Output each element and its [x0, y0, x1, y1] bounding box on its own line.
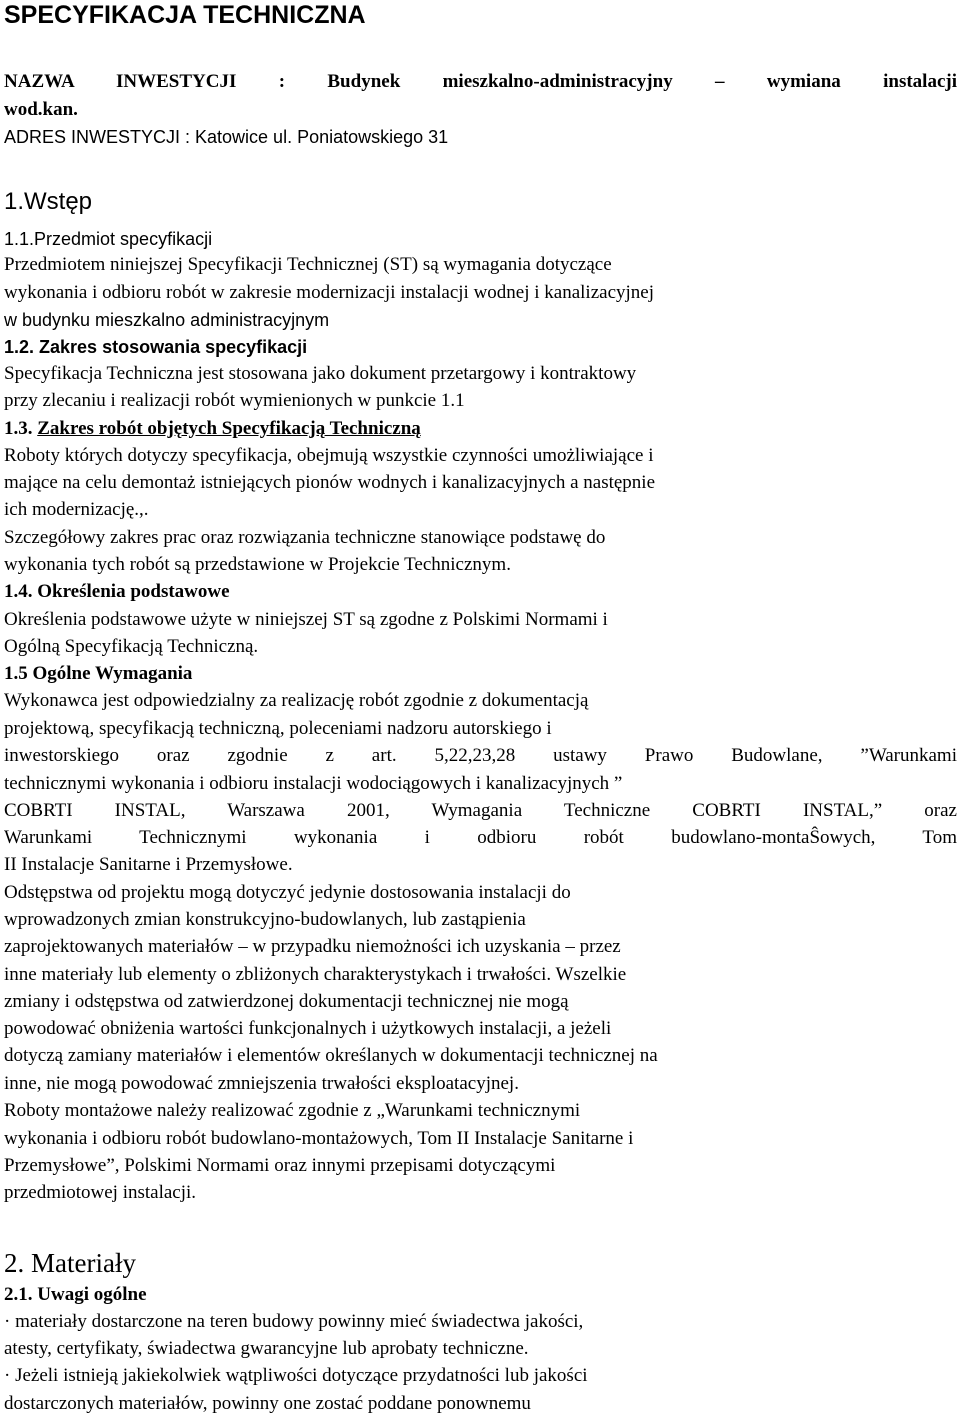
section-1-5-line: inwestorskiego oraz zgodnie z art. 5,22,23,28 ustawy Prawo Budowlane, ”Warunkami [4, 745, 957, 766]
section-2-1-line: · Jeżeli istnieją jakiekolwiek wątpliwości dotyczące przydatności lub jakości [4, 1365, 588, 1386]
section-1-5-line: inne materiały lub elementy o zbliżonych charakterystykach i trwałości. Wszelkie [4, 964, 627, 985]
section-1-5-line: wykonania i odbioru robót budowlano-montażowych, Tom II Instalacje Sanitarne i [4, 1128, 634, 1149]
section-1-3-line: wykonania tych robót są przedstawione w Projekcie Technicznym. [4, 554, 511, 575]
document-title: SPECYFIKACJA TECHNICZNA [4, 1, 366, 29]
section-1-5-line: powodować obniżenia wartości funkcjonalnych i użytkowych instalacji, a jeżeli [4, 1018, 612, 1039]
section-1-3-line: mające na celu demontaż istniejących pionów wodnych i kanalizacyjnych a następnie [4, 472, 656, 493]
section-1-5-line: wprowadzonych zmian konstrukcyjno-budowlanych, lub zastąpienia [4, 909, 526, 930]
section-1-heading: 1.Wstęp [4, 188, 93, 215]
section-1-1-line: w budynku mieszkalno administracyjnym [4, 310, 330, 330]
investment-name-line-2: wod.kan. [4, 99, 78, 120]
section-1-5-line: Warunkami Technicznymi wykonania i odbioru robót budowlano-montaŜowych, Tom [4, 827, 957, 848]
section-1-3-heading [4, 418, 421, 440]
section-2-1-line: · materiały dostarczone na teren budowy powinny mieć świadectwa jakości, [4, 1311, 584, 1332]
section-1-4-line: Określenia podstawowe użyte w niniejszej ST są zgodne z Polskimi Normami i [4, 609, 608, 630]
section-1-5-line: inne, nie mogą powodować zmniejszenia trwałości eksploatacyjnej. [4, 1073, 519, 1094]
section-1-5-line: zmiany i odstępstwa od zatwierdzonej dokumentacji technicznej nie mogą [4, 991, 569, 1012]
section-1-1-line: Przedmiotem niniejszej Specyfikacji Technicznej (ST) są wymagania dotyczące [4, 254, 612, 275]
section-2-1-line: dostarczonych materiałów, powinny one zostać poddane ponownemu [4, 1393, 531, 1414]
section-1-3-line: Roboty których dotyczy specyfikacja, obejmują wszystkie czynności umożliwiające i [4, 445, 654, 466]
section-1-5-line: technicznymi wykonania i odbioru instalacji wodociągowych i kanalizacyjnych ” [4, 773, 623, 794]
section-2-1-line: atesty, certyfikaty, świadectwa gwarancyjne lub aprobaty techniczne. [4, 1338, 529, 1359]
section-1-3-title: Zakres robót objętych Specyfikacją Techniczną [37, 418, 421, 439]
section-1-5-line: Roboty montażowe należy realizować zgodnie z „Warunkami technicznymi [4, 1100, 581, 1121]
section-1-5-line: Wykonawca jest odpowiedzialny za realizację robót zgodnie z dokumentacją [4, 690, 589, 711]
investment-address: ADRES INWESTYCJI : Katowice ul. Poniatowskiego 31 [4, 127, 449, 147]
section-1-5-line: zaprojektowanych materiałów – w przypadku niemożności ich uzyskania – przez [4, 936, 621, 957]
section-1-4-heading: 1.4. Określenia podstawowe [4, 581, 230, 602]
section-1-5-line: Odstępstwa od projektu mogą dotyczyć jedynie dostosowania instalacji do [4, 882, 571, 903]
investment-name-line-1: NAZWA INWESTYCJI : Budynek mieszkalno-administracyjny – wymiana instalacji [4, 71, 957, 92]
section-1-5-line: projektową, specyfikacją techniczną, poleceniami nadzoru autorskiego i [4, 718, 552, 739]
section-1-1-line: wykonania i odbioru robót w zakresie modernizacji instalacji wodnej i kanalizacyjnej [4, 282, 654, 303]
section-2-heading: 2. Materiały [4, 1248, 136, 1278]
section-1-3-number: 1.3. [4, 418, 38, 439]
section-1-5-line: Przemysłowe”, Polskimi Normami oraz innymi przepisami dotyczącymi [4, 1155, 556, 1176]
section-1-5-line: II Instalacje Sanitarne i Przemysłowe. [4, 854, 293, 875]
section-1-5-heading: 1.5 Ogólne Wymagania [4, 663, 193, 684]
section-1-4-line: Ogólną Specyfikacją Techniczną. [4, 636, 259, 657]
section-1-2-heading: 1.2. Zakres stosowania specyfikacji [4, 337, 308, 357]
section-1-2-line: Specyfikacja Techniczna jest stosowana jako dokument przetargowy i kontraktowy [4, 363, 637, 384]
section-1-3-line: ich modernizację.,. [4, 499, 149, 520]
section-1-5-line: dotyczą zamiany materiałów i elementów określanych w dokumentacji technicznej na [4, 1045, 658, 1066]
section-2-1-heading: 2.1. Uwagi ogólne [4, 1284, 147, 1305]
section-1-5-line: przedmiotowej instalacji. [4, 1182, 197, 1203]
section-1-3-line: Szczegółowy zakres prac oraz rozwiązania techniczne stanowiące podstawę do [4, 527, 606, 548]
section-1-1-heading: 1.1.Przedmiot specyfikacji [4, 229, 213, 249]
section-1-2-line: przy zlecaniu i realizacji robót wymienionych w punkcie 1.1 [4, 390, 465, 411]
section-1-5-line: COBRTI INSTAL, Warszawa 2001, Wymagania Techniczne COBRTI INSTAL,” oraz [4, 800, 957, 821]
